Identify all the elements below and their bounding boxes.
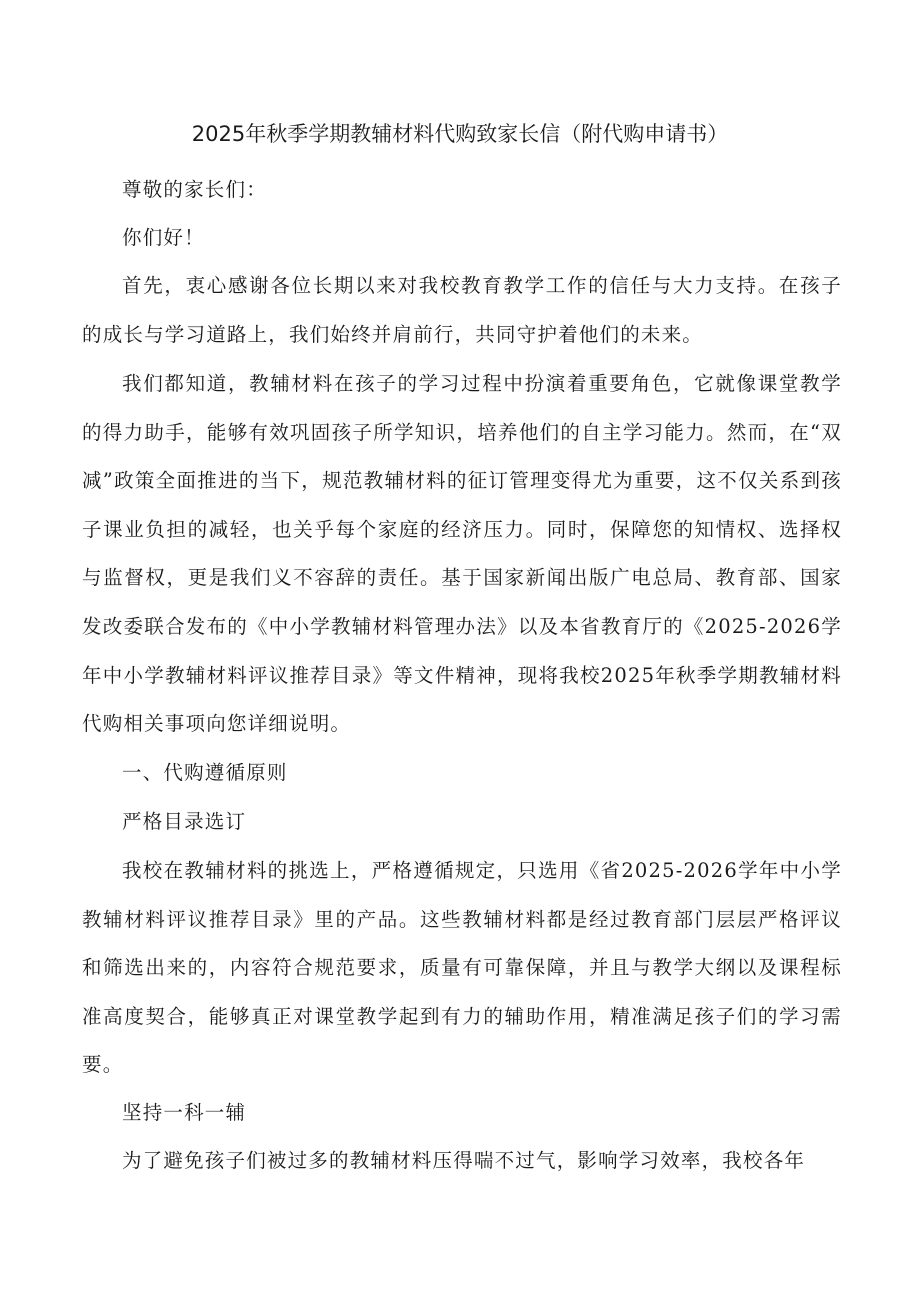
paragraph-background: 我们都知道，教辅材料在孩子的学习过程中扮演着重要角色，它就像课堂教学的得力助手，能够有效巩固孩子所学知识，培养他们的自主学习能力。然而，在“双减”政策全面推进的当下，规范教辅材料的征订管理变得尤为重要，这不仅关系到孩子课业负担的减轻，也关乎每个家庭的经济压力。同时，保障您的知情权、选择权与监督权，更是我们义不容辞的责任。基于国家新闻出版广电总局、教育部、国家发改委联合发布的《中小学教辅材料管理办法》以及本省教育厅的《2025-2026学年中小学教辅材料评议推荐目录》等文件精神，现将我校2025年秋季学期教辅材料代购相关事项向您详细说明。 xyxy=(82,372,842,736)
subheading-one-subject-one-aid: 坚持一科一辅 xyxy=(122,1101,247,1124)
salutation: 尊敬的家长们： xyxy=(122,178,267,201)
paragraph-gratitude: 首先，衷心感谢各位长期以来对我校教育教学工作的信任与大力支持。在孩子的成长与学习道路上，我们始终并肩前行，共同守护着他们的未来。 xyxy=(82,274,842,346)
section-heading-principles: 一、代购遵循原则 xyxy=(122,761,288,784)
subheading-catalog-selection: 严格目录选订 xyxy=(122,810,247,833)
paragraph-catalog-selection: 我校在教辅材料的挑选上，严格遵循规定，只选用《省2025-2026学年中小学教辅材料评议推荐目录》里的产品。这些教辅材料都是经过教育部门层层严格评议和筛选出来的，内容符合规范要求，质量有可靠保障，并且与教学大纲以及课程标准高度契合，能够真正对课堂教学起到有力的辅助作用，精准满足孩子们的学习需要。 xyxy=(82,859,842,1077)
greeting: 你们好！ xyxy=(122,226,205,249)
document-title: 2025年秋季学期教辅材料代购致家长信（附代购申请书） xyxy=(191,122,729,146)
paragraph-one-subject-one-aid: 为了避免孩子们被过多的教辅材料压得喘不过气，影响学习效率，我校各年 xyxy=(122,1149,806,1172)
